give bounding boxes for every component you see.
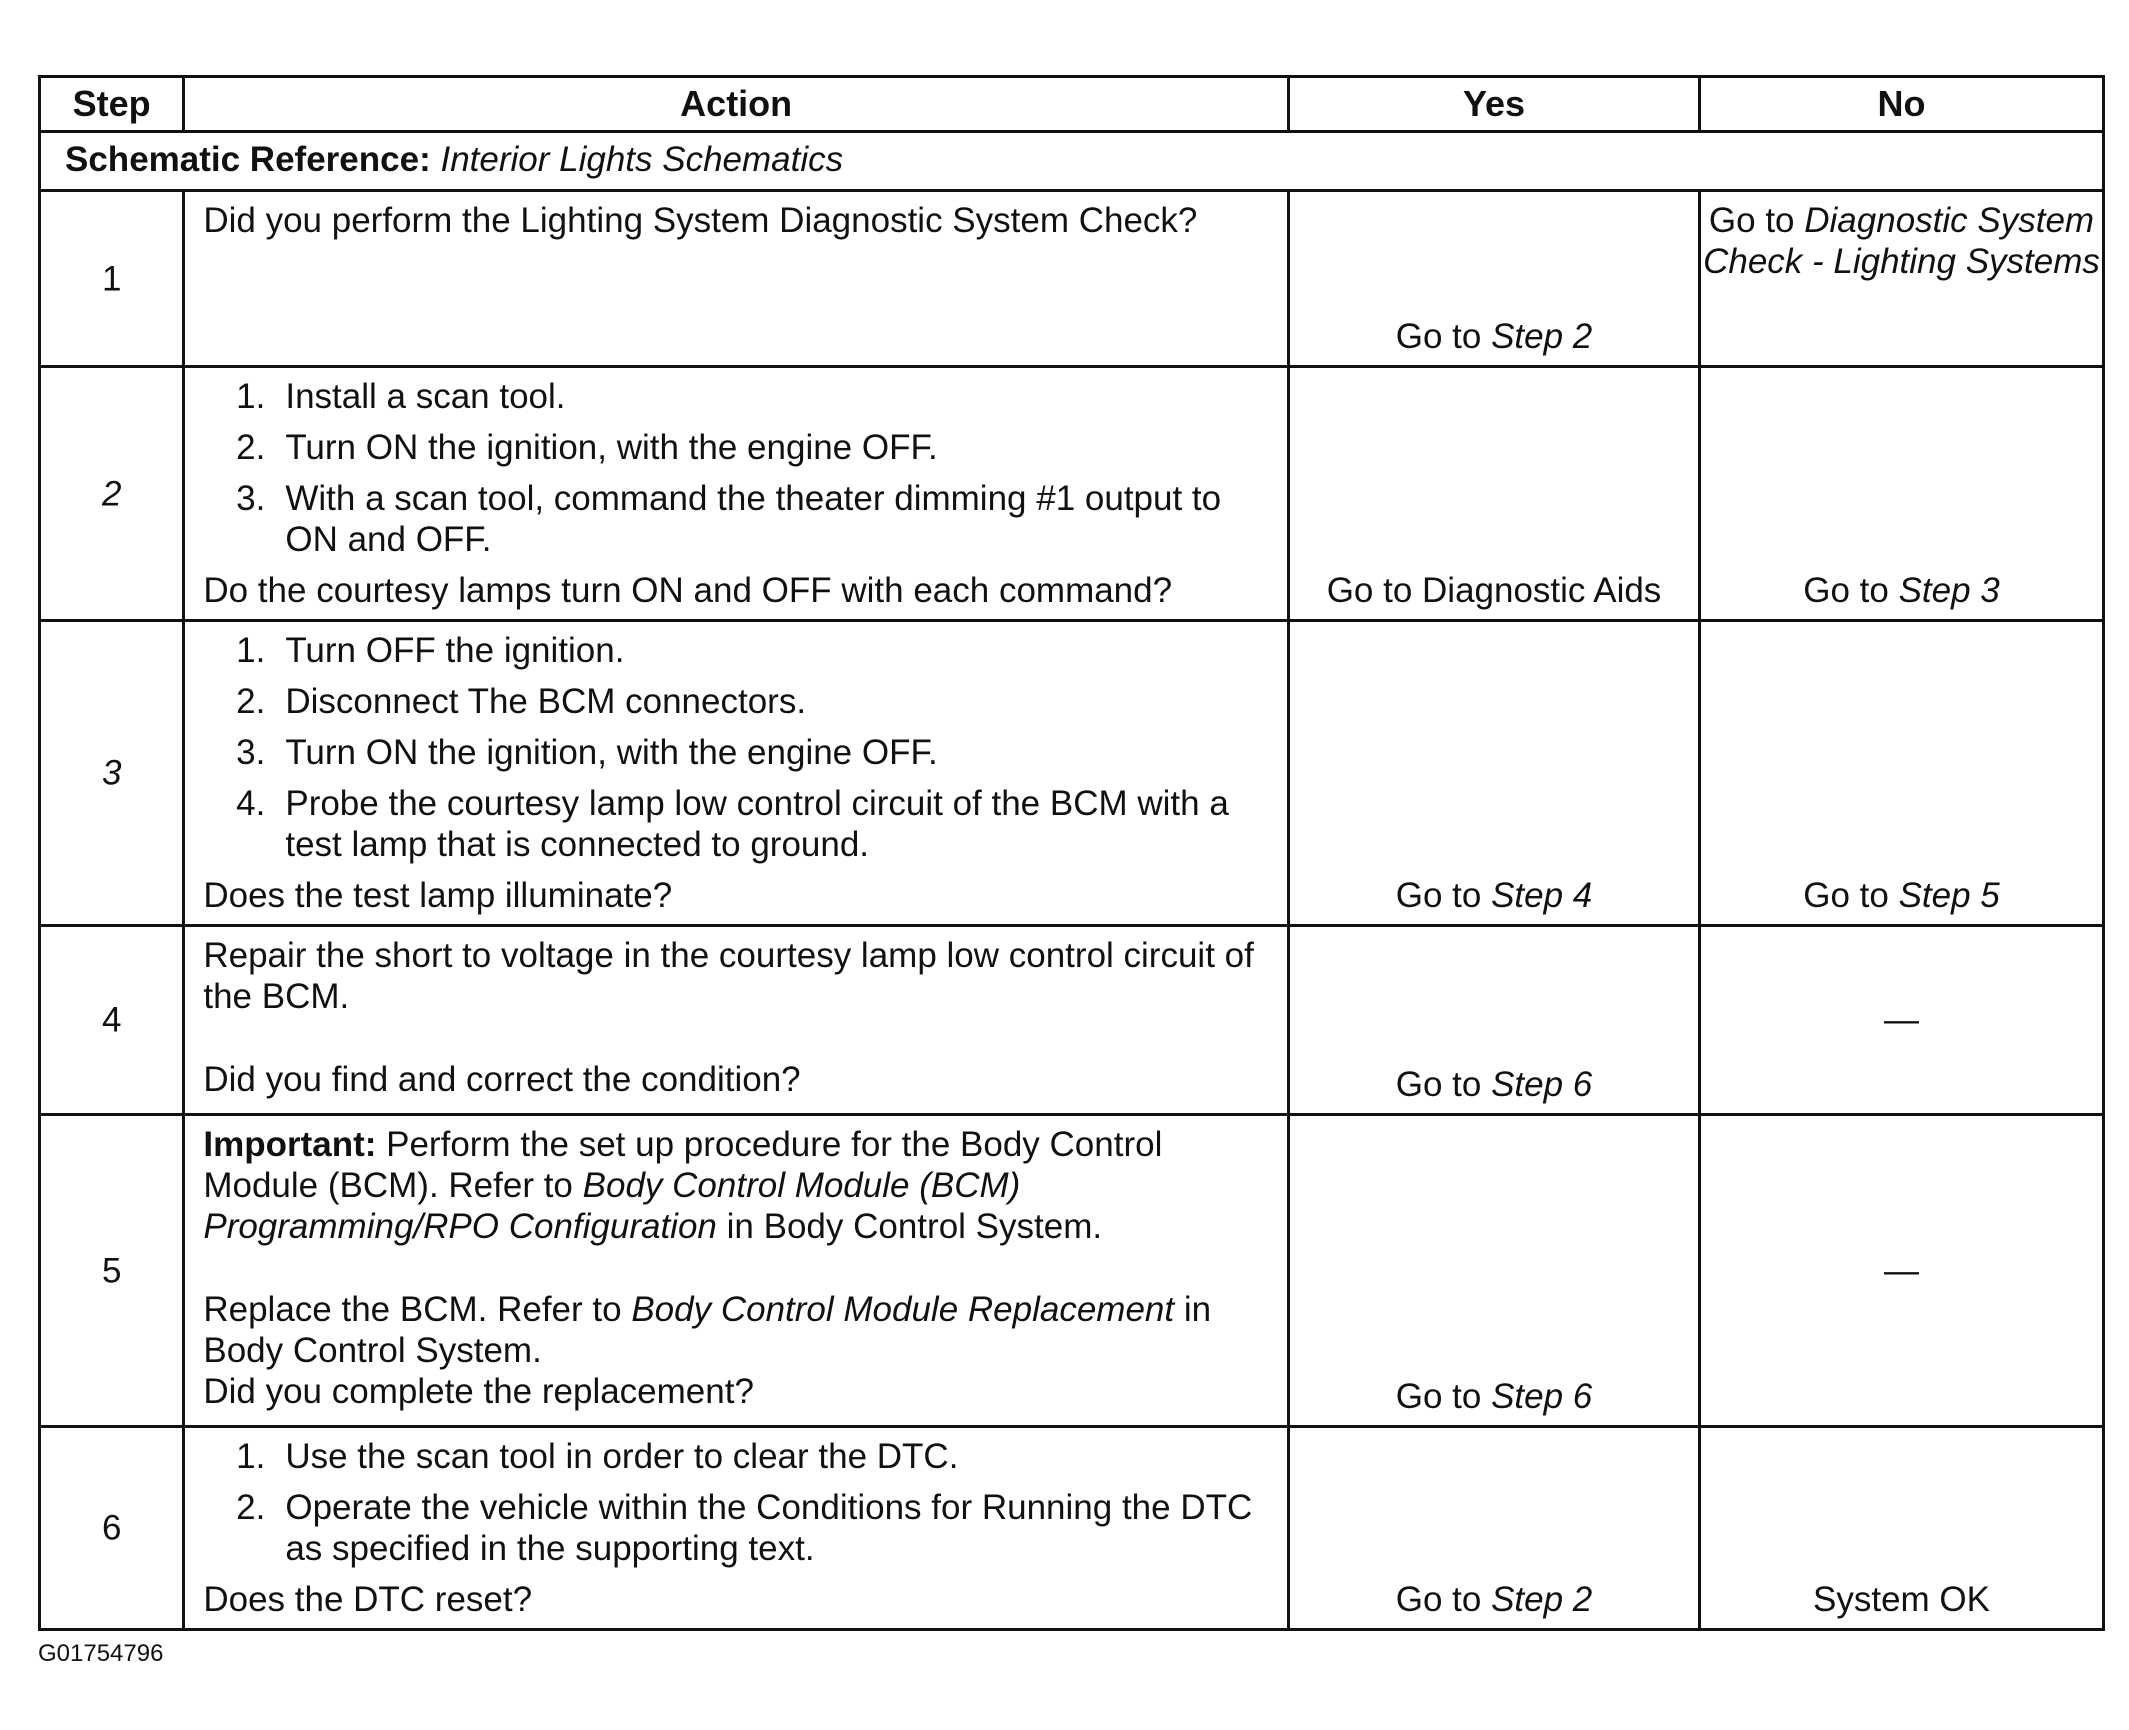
go-to-label: Go to — [1395, 876, 1482, 915]
table-row — [40, 926, 2104, 1115]
header-action: Action — [184, 77, 1289, 132]
list-item: 1. Turn OFF the ignition. — [236, 631, 625, 670]
procedure-list — [203, 1436, 1263, 1569]
no-result — [1701, 570, 2102, 611]
no-cell — [1700, 1115, 2104, 1427]
no-result — [1701, 200, 2102, 282]
go-to-label: Go to — [1803, 571, 1889, 610]
action-cell — [184, 1115, 1289, 1427]
step-number: 5 — [101, 1251, 122, 1290]
important-note: Important: Perform the set up procedure for the Body Control Module (BCM). Refer to Body Control Module (BCM) Programming/RPO Configuration in Body Control System. — [203, 1125, 1163, 1246]
step-number: 1 — [101, 259, 122, 298]
schematic-label: Schematic Reference: — [65, 140, 431, 179]
no-step-ref: Step 3 — [1898, 571, 2000, 610]
step-number: 2 — [101, 474, 122, 513]
step-cell — [40, 367, 184, 621]
yes-step-ref: Step 2 — [1491, 317, 1593, 356]
yes-step-ref: Step 6 — [1491, 1065, 1593, 1104]
yes-result — [1290, 316, 1698, 357]
action-cell — [184, 191, 1289, 367]
yes-result — [1290, 1579, 1698, 1620]
action-text: Repair the short to voltage in the courtesy lamp low control circuit of the BCM. — [203, 936, 1254, 1016]
schematic-link: Interior Lights Schematics — [440, 140, 844, 179]
step-cell — [40, 1115, 184, 1427]
list-item: 2. Disconnect The BCM connectors. — [236, 682, 807, 721]
no-cell — [1700, 1427, 2104, 1630]
action-cell — [184, 926, 1289, 1115]
diagnostic-table — [38, 75, 2105, 1631]
yes-result — [1290, 875, 1698, 916]
list-item: 1. Install a scan tool. — [236, 377, 566, 416]
step-number: 6 — [101, 1508, 122, 1548]
list-item: 2. Turn ON the ignition, with the engine OFF. — [236, 428, 938, 467]
list-item: 2. Operate the vehicle within the Conditions for Running the DTC as specified in the supporting text. — [236, 1488, 1253, 1568]
no-result: — — [1884, 1000, 1919, 1040]
important-label: Important: — [203, 1125, 377, 1164]
no-cell — [1700, 926, 2104, 1115]
yes-step-ref: Step 4 — [1491, 876, 1593, 915]
yes-result — [1290, 1064, 1698, 1105]
no-ref: Diagnostic System Check - Lighting Systems — [1703, 201, 2100, 281]
step-cell — [40, 621, 184, 926]
procedure-list — [203, 376, 1263, 560]
go-to-label: Go to — [1395, 1065, 1482, 1104]
yes-cell — [1289, 621, 1700, 926]
question: Does the DTC reset? — [203, 1580, 533, 1619]
go-to-label: Go to — [1708, 201, 1795, 240]
yes-step-ref: Step 6 — [1491, 1377, 1593, 1416]
no-step-ref: Step 5 — [1898, 876, 2000, 915]
yes-result — [1290, 1376, 1698, 1417]
list-item: 1. Use the scan tool in order to clear the DTC. — [236, 1437, 959, 1476]
yes-result: Go to Diagnostic Aids — [1326, 571, 1662, 610]
table-row — [40, 621, 2104, 926]
yes-step-ref: Step 2 — [1491, 1580, 1593, 1619]
no-result: — — [1884, 1251, 1919, 1290]
question: Did you complete the replacement? — [203, 1372, 754, 1411]
no-cell — [1700, 191, 2104, 367]
go-to-label: Go to — [1395, 317, 1482, 356]
yes-cell — [1289, 926, 1700, 1115]
header-no: No — [1700, 77, 2104, 132]
step-number: 4 — [101, 1000, 122, 1040]
no-result — [1701, 875, 2102, 916]
step-cell — [40, 191, 184, 367]
replace-instruction: Replace the BCM. Refer to Body Control Module Replacement in Body Control System. — [203, 1290, 1212, 1370]
question: Did you find and correct the condition? — [203, 1060, 801, 1099]
action-cell — [184, 1427, 1289, 1630]
no-cell — [1700, 367, 2104, 621]
no-result: System OK — [1813, 1580, 1990, 1619]
question: Does the test lamp illuminate? — [203, 876, 673, 915]
go-to-label: Go to — [1395, 1580, 1482, 1619]
question: Did you perform the Lighting System Diagnostic System Check? — [203, 201, 1198, 240]
question: Do the courtesy lamps turn ON and OFF with each command? — [203, 571, 1173, 610]
header-row — [40, 77, 2104, 132]
step-cell — [40, 1427, 184, 1630]
reference-link: Body Control Module (BCM) Programming/RPO Configuration — [203, 1166, 1021, 1246]
schematic-row — [40, 132, 2104, 191]
diagnostic-table-container — [38, 75, 2105, 1631]
figure-id: G01754796 — [38, 1640, 164, 1667]
yes-cell — [1289, 1427, 1700, 1630]
list-item: 4. Probe the courtesy lamp low control circuit of the BCM with a test lamp that is connected to ground. — [236, 784, 1229, 864]
yes-cell — [1289, 367, 1700, 621]
list-item: 3. With a scan tool, command the theater dimming #1 output to ON and OFF. — [236, 479, 1222, 559]
table-row — [40, 1427, 2104, 1630]
header-step: Step — [40, 77, 184, 132]
table-row — [40, 367, 2104, 621]
reference-link: Body Control Module Replacement — [631, 1290, 1175, 1329]
go-to-label: Go to — [1803, 876, 1889, 915]
yes-cell — [1289, 1115, 1700, 1427]
yes-cell — [1289, 191, 1700, 367]
step-cell — [40, 926, 184, 1115]
action-cell — [184, 621, 1289, 926]
no-cell — [1700, 621, 2104, 926]
header-yes: Yes — [1289, 77, 1700, 132]
table-row — [40, 191, 2104, 367]
procedure-list — [203, 630, 1263, 865]
step-number: 3 — [101, 753, 122, 793]
schematic-reference — [40, 132, 2104, 191]
list-item: 3. Turn ON the ignition, with the engine OFF. — [236, 733, 938, 772]
table-row — [40, 1115, 2104, 1427]
action-cell — [184, 367, 1289, 621]
go-to-label: Go to — [1395, 1377, 1482, 1416]
